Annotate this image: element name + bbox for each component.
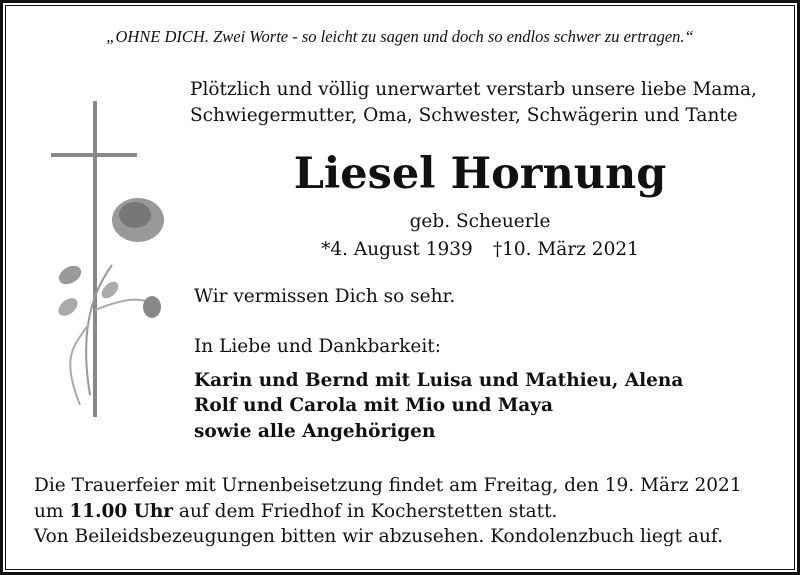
service-time: 11.00 Uhr (69, 501, 174, 522)
mourner-line: Karin und Bernd mit Luisa und Mathieu, Alena (194, 370, 684, 391)
quote: „OHNE DICH. Zwei Worte - so leicht zu sagen und doch so endlos schwer zu ertragen.“ (106, 27, 694, 46)
love-text: In Liebe und Dankbarkeit: (194, 336, 441, 357)
birth-date: *4. August 1939 (321, 239, 473, 260)
death-date: †10. März 2021 (492, 239, 639, 260)
mourner-line: Rolf und Carola mit Mio und Maya (194, 395, 554, 416)
service-line-2 (34, 499, 557, 525)
service-line-3: Von Beileidsbezeugungen bitten wir abzusehen. Kondolenzbuch liegt auf. (34, 526, 723, 547)
mourner-line: sowie alle Angehörigen (194, 421, 436, 442)
miss-text: Wir vermissen Dich so sehr. (194, 286, 456, 307)
intro-line-2: Schwiegermutter, Oma, Schwester, Schwägerin und Tante (190, 105, 738, 126)
deceased-name: Liesel Hornung (293, 149, 667, 199)
intro-line-1: Plötzlich und völlig unerwartet verstarb unsere liebe Mama, (190, 79, 757, 100)
service-line-1: Die Trauerfeier mit Urnenbeisetzung findet am Freitag, den 19. März 2021 (34, 475, 742, 496)
dates (200, 237, 760, 263)
maiden-name: geb. Scheuerle (409, 211, 551, 232)
cross-rose-icon (20, 95, 180, 425)
text: um (34, 501, 70, 522)
text: auf dem Friedhof in Kocherstetten statt. (173, 501, 558, 522)
